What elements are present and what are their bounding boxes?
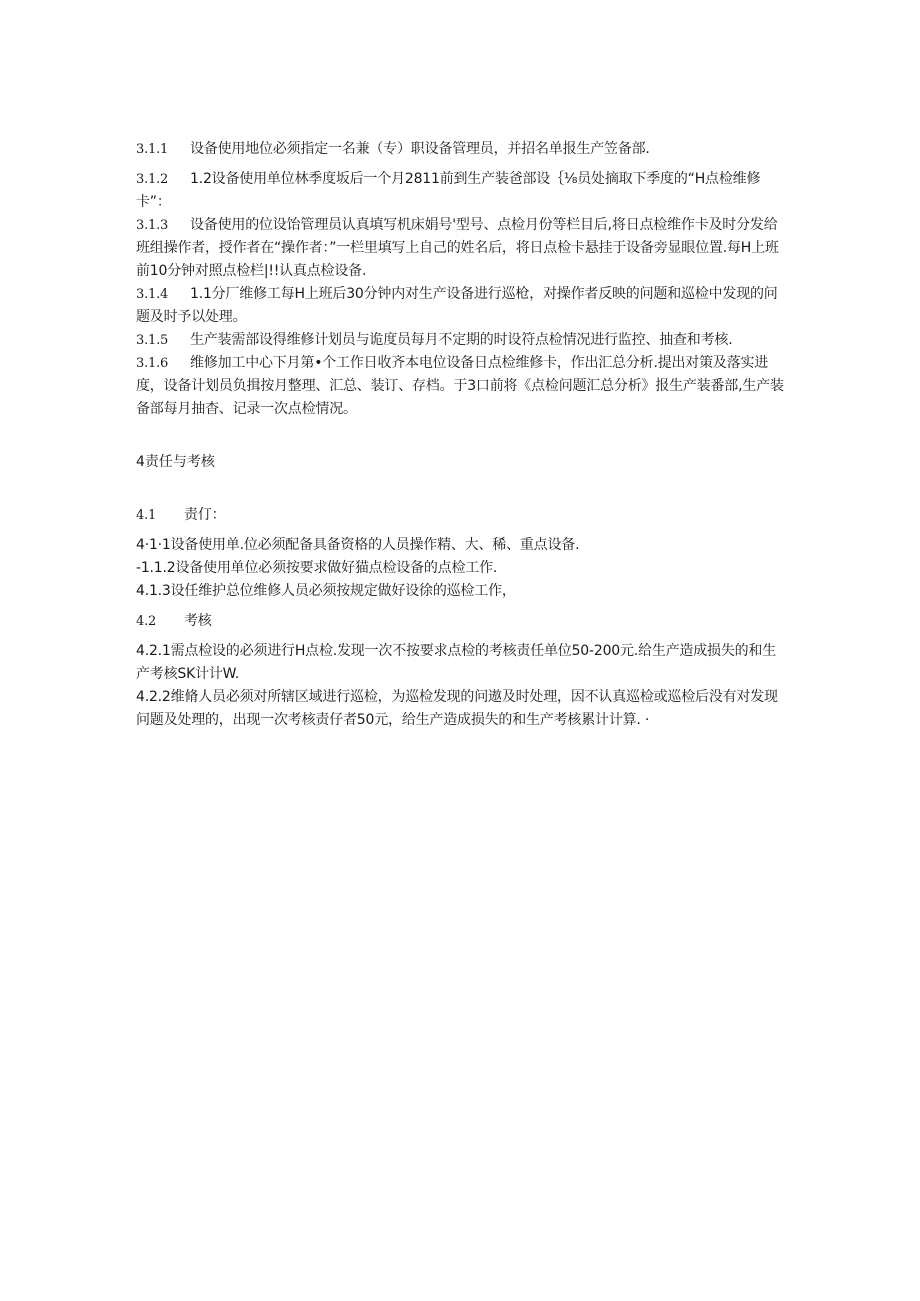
clause-text: 设备使用地位必须指定一名兼（专）职设备管理员，并招名单报生产笠备部. xyxy=(190,141,650,157)
clause-number: 3.1.1 xyxy=(136,142,169,157)
section-4-heading: 4责任与考核 xyxy=(136,454,215,470)
subsection-number: 4.1 xyxy=(136,508,157,523)
clause-number: 3.1.3 xyxy=(136,218,169,233)
clause-number: 3.1.4 xyxy=(136,287,169,302)
clause-text: 设备使用的位设饴管理员认真填写机床娟号'型号、点检月份等栏目后,将日点检维作卡及时分发给班组操作者，授作者在“操作者：”一栏里填写上自己的姓名后，将日点检卡悬挂于设备旁显眼位置.每H上班前10分钟对照点检栏|!!认真点检设备. xyxy=(136,217,779,279)
subsection-title: 责仃： xyxy=(184,507,226,523)
clause-text: 生产装需部设得维修计划员与诡度员每月不定期的时设符点检情况进行监控、抽查和考核. xyxy=(190,332,733,348)
clause-3-1-5 xyxy=(136,329,786,352)
clause-4-1-1: 4·1·1设备使用单.位必须配备具备资格的人员操作精、大、稀、重点设备. xyxy=(136,537,580,553)
clause-3-1-2 xyxy=(136,168,786,214)
clause-3-1-4 xyxy=(136,283,786,329)
clause-4-2-2: 4.2.2维脩人员必须对所辖区域进行巡检，为巡检发现的问遨及时处理，因不认真巡检或巡检后没有对发现问题及处理的，出现一次考核责仔者50元，给生产造成损失的和生产考核累计计算. · xyxy=(136,689,778,728)
clause-text: 维修加工中心下月第•个工作日收齐本电位设备日点检维修卡，作出汇总分析.提出对策及落实进度，设备计划员负揖按月整理、汇总、装订、存档。于3口前将《点检问题汇总分析》报生产装番部,生产装备部每月抽杳、记录一次点检情况。 xyxy=(136,355,784,417)
clause-number: 3.1.5 xyxy=(136,333,169,348)
clause-number: 3.1.6 xyxy=(136,356,169,371)
clause-3-1-3 xyxy=(136,214,786,283)
clause-3-1-6 xyxy=(136,352,786,421)
subsection-number: 4.2 xyxy=(136,614,157,629)
clause-text: 1.2设备使用单位林季度坂后一个月2811前到生产装爸部设｛⅛员处摘取下季度的“H点检维修卡”： xyxy=(136,171,761,210)
subsection-4-1-heading xyxy=(136,504,786,527)
subsection-title: 考核 xyxy=(184,613,212,629)
clause-text: 1.1分厂维修工每H上班后30分钟内对生产设备进行巡枪，对操作者反映的问题和巡检中发现的问题及时予以处理。 xyxy=(136,286,778,325)
clause-number: 3.1.2 xyxy=(136,172,169,187)
clause-4-2-1: 4.2.1需点检设的必须进行H点检.发现一次不按要求点检的考核责任单位50-200元.给生产造成损失的和生产考核SK计计W. xyxy=(136,643,777,682)
clause-4-1-2: -1.1.2设备使用单位必须按要求做好猫点检设备的点检工作. xyxy=(136,560,498,576)
subsection-4-2-heading xyxy=(136,610,786,633)
document-body xyxy=(136,138,786,732)
clause-4-1-3: 4.1.3设任维护总位维修人员必须按规定做好设徐的巡检工作， xyxy=(136,583,516,599)
clause-3-1-1 xyxy=(136,138,786,161)
